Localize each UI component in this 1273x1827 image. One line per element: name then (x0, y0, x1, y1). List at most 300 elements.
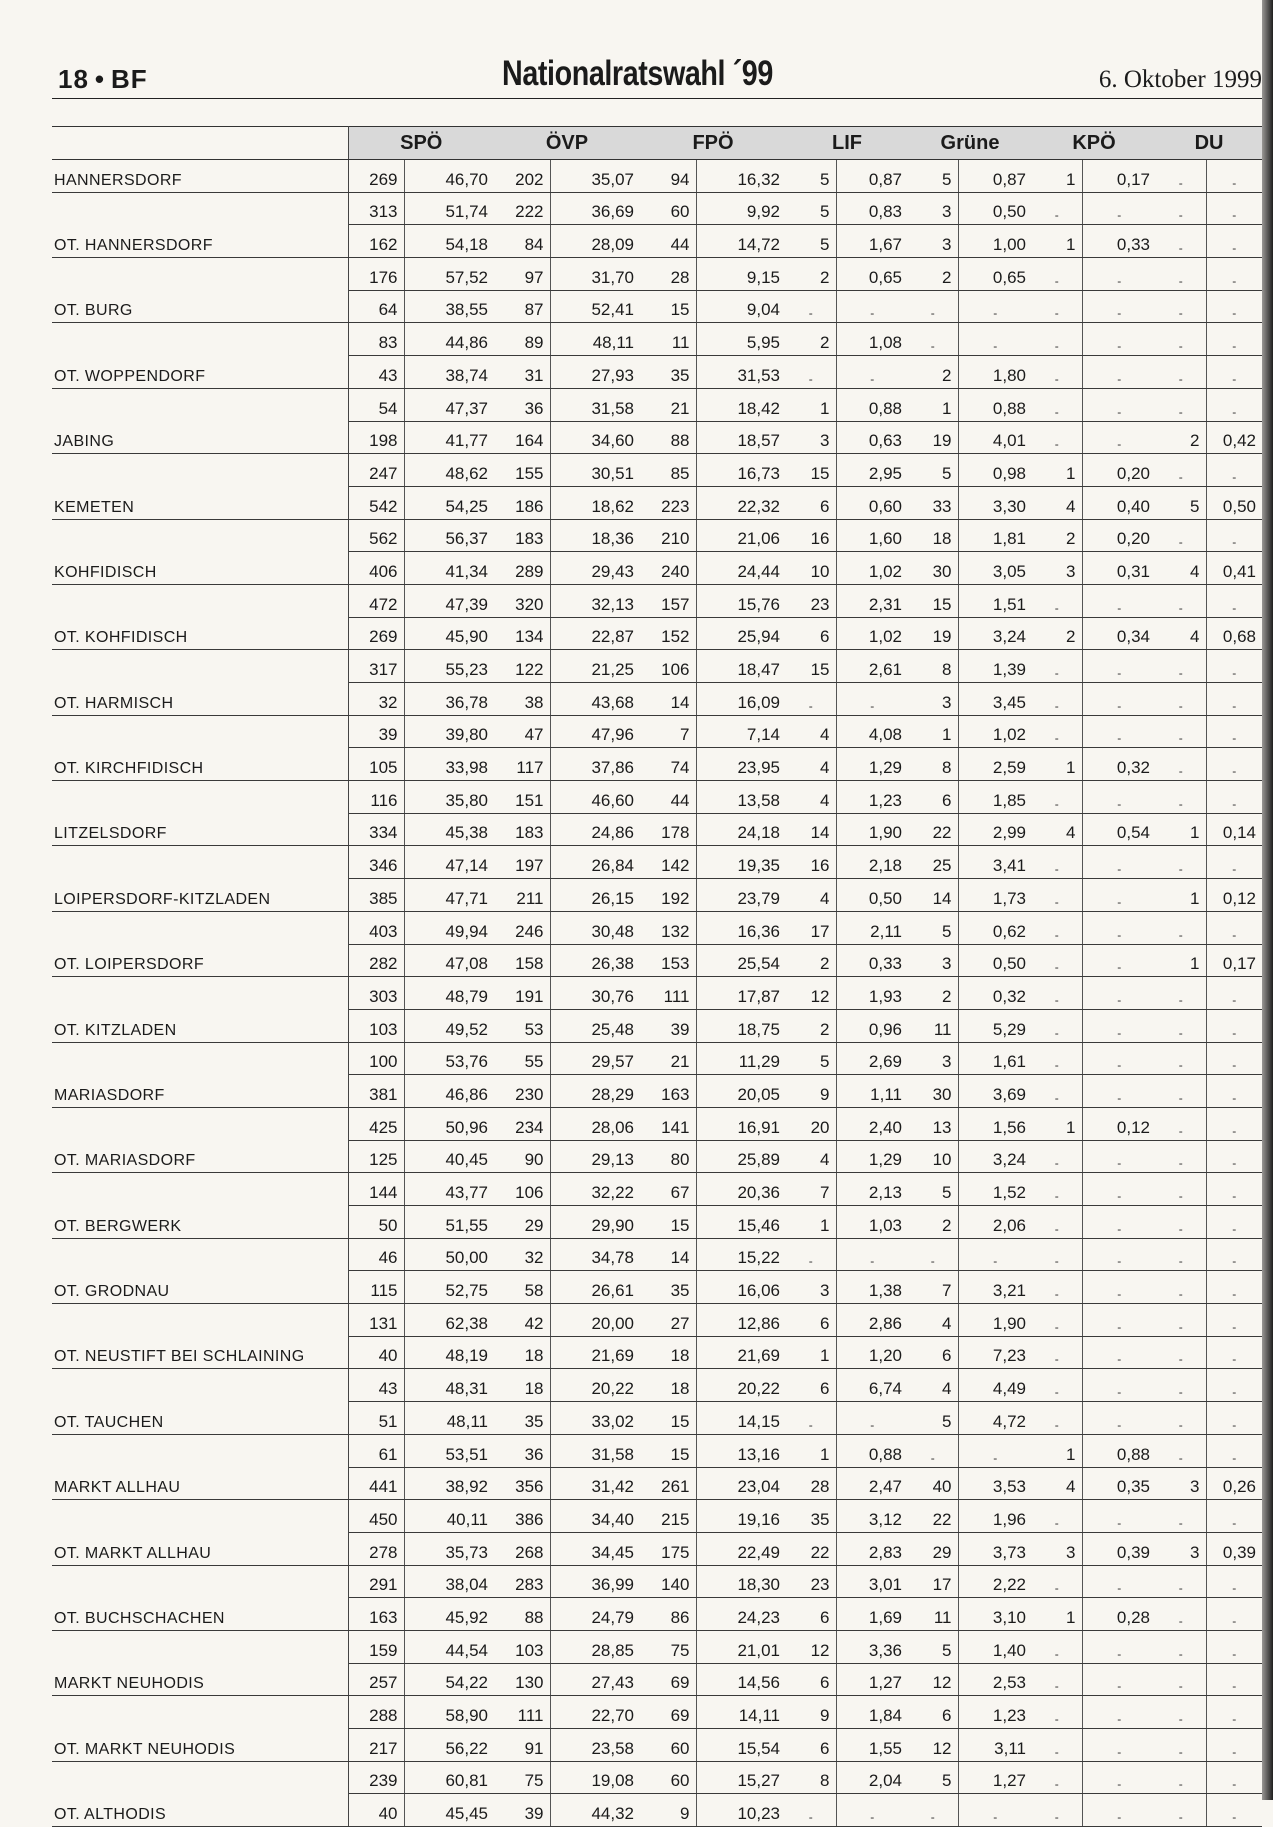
vote-count-cell: - (1156, 1238, 1206, 1271)
vote-percent-cell: 0,42 (1206, 421, 1262, 454)
vote-percent-cell: - (1206, 977, 1262, 1010)
vote-count-cell: - (1156, 1173, 1206, 1206)
vote-percent-cell: 49,52 (404, 1009, 494, 1042)
vote-percent-cell: - (1206, 715, 1262, 748)
table-row (52, 944, 1262, 977)
vote-percent-cell: 0,96 (836, 1009, 908, 1042)
vote-count-cell: 103 (348, 1009, 404, 1042)
municipality-name: OT. MARKT NEUHODIS (52, 1729, 348, 1762)
vote-percent-cell: 14,56 (696, 1663, 786, 1696)
vote-percent-cell: - (1082, 290, 1156, 323)
table-row (52, 650, 1262, 683)
vote-percent-cell: - (1206, 1107, 1262, 1140)
vote-count-cell: - (1032, 290, 1082, 323)
vote-count-cell: 44 (640, 781, 696, 814)
vote-count-cell: 87 (494, 290, 550, 323)
vote-count-cell: 425 (348, 1107, 404, 1140)
vote-percent-cell: 0,26 (1206, 1467, 1262, 1500)
vote-percent-cell: 0,17 (1082, 160, 1156, 193)
vote-count-cell: 21 (640, 388, 696, 421)
municipality-name (52, 258, 348, 291)
vote-percent-cell: 14,15 (696, 1402, 786, 1435)
vote-count-cell: 28 (640, 258, 696, 291)
vote-count-cell: 2 (908, 356, 958, 389)
vote-count-cell: 6 (786, 1663, 836, 1696)
vote-percent-cell: 48,19 (404, 1336, 494, 1369)
vote-count-cell: 164 (494, 421, 550, 454)
table-row (52, 192, 1262, 225)
vote-count-cell: 268 (494, 1532, 550, 1565)
vote-percent-cell: 2,59 (958, 748, 1032, 781)
vote-count-cell: - (1032, 1369, 1082, 1402)
vote-percent-cell: 36,99 (550, 1565, 640, 1598)
vote-percent-cell: - (1206, 160, 1262, 193)
vote-percent-cell: 3,41 (958, 846, 1032, 879)
vote-count-cell: 320 (494, 584, 550, 617)
page-number: 18 (58, 64, 89, 94)
vote-count-cell: 2 (1032, 519, 1082, 552)
vote-count-cell: 122 (494, 650, 550, 683)
vote-count-cell: 36 (494, 1434, 550, 1467)
vote-percent-cell: 21,69 (696, 1336, 786, 1369)
vote-percent-cell: 14,72 (696, 225, 786, 258)
vote-percent-cell: - (1082, 977, 1156, 1010)
municipality-name (52, 454, 348, 487)
vote-count-cell: 163 (640, 1075, 696, 1108)
vote-percent-cell: - (1206, 1565, 1262, 1598)
vote-count-cell: 2 (908, 977, 958, 1010)
vote-count-cell: 158 (494, 944, 550, 977)
vote-percent-cell: 1,27 (836, 1663, 908, 1696)
vote-count-cell: 142 (640, 846, 696, 879)
vote-percent-cell: 38,55 (404, 290, 494, 323)
issue-date: 6. Oktober 1999 (1098, 66, 1262, 93)
vote-count-cell: - (1156, 977, 1206, 1010)
vote-count-cell: 8 (908, 650, 958, 683)
vote-count-cell: - (1156, 683, 1206, 716)
vote-percent-cell: 22,49 (696, 1532, 786, 1565)
vote-count-cell: - (1032, 1402, 1082, 1435)
vote-count-cell: 86 (640, 1598, 696, 1631)
vote-percent-cell: 9,15 (696, 258, 786, 291)
vote-count-cell: 1 (786, 1206, 836, 1239)
vote-count-cell: 91 (494, 1729, 550, 1762)
vote-count-cell: 4 (1032, 813, 1082, 846)
vote-percent-cell: - (1082, 1729, 1156, 1762)
vote-percent-cell: 47,08 (404, 944, 494, 977)
vote-count-cell: 1 (786, 1336, 836, 1369)
vote-percent-cell: - (1082, 1206, 1156, 1239)
vote-percent-cell: - (1082, 911, 1156, 944)
vote-count-cell: 1 (786, 388, 836, 421)
vote-count-cell: - (1156, 1369, 1206, 1402)
vote-percent-cell: - (836, 1238, 908, 1271)
municipality-name (52, 650, 348, 683)
vote-percent-cell: 47,39 (404, 584, 494, 617)
municipality-name: OT. ALTHODIS (52, 1794, 348, 1827)
municipality-name: OT. NEUSTIFT BEI SCHLAINING (52, 1336, 348, 1369)
vote-count-cell: - (1032, 1500, 1082, 1533)
vote-count-cell: 4 (1156, 552, 1206, 585)
vote-count-cell: 83 (348, 323, 404, 356)
municipality-name: HANNERSDORF (52, 160, 348, 193)
vote-count-cell: 15 (786, 454, 836, 487)
vote-count-cell: 6 (786, 486, 836, 519)
table-row (52, 879, 1262, 912)
vote-percent-cell: 1,03 (836, 1206, 908, 1239)
table-row (52, 1140, 1262, 1173)
vote-count-cell: 17 (908, 1565, 958, 1598)
vote-percent-cell: 35,73 (404, 1532, 494, 1565)
municipality-name: KEMETEN (52, 486, 348, 519)
vote-percent-cell: 1,51 (958, 584, 1032, 617)
vote-count-cell: - (1032, 258, 1082, 291)
column-header-kpoe: KPÖ (1032, 127, 1156, 160)
vote-percent-cell: 31,70 (550, 258, 640, 291)
vote-count-cell: - (1156, 323, 1206, 356)
municipality-name (52, 781, 348, 814)
vote-count-cell: 4 (908, 1304, 958, 1337)
vote-percent-cell: - (958, 1434, 1032, 1467)
vote-percent-cell: 54,25 (404, 486, 494, 519)
vote-count-cell: 2 (908, 258, 958, 291)
vote-percent-cell: 38,04 (404, 1565, 494, 1598)
vote-percent-cell: - (836, 356, 908, 389)
vote-percent-cell: 51,55 (404, 1206, 494, 1239)
vote-count-cell: - (1156, 911, 1206, 944)
vote-percent-cell: 3,24 (958, 1140, 1032, 1173)
vote-count-cell: 131 (348, 1304, 404, 1337)
vote-percent-cell: 44,54 (404, 1630, 494, 1663)
vote-count-cell: 130 (494, 1663, 550, 1696)
vote-percent-cell: 11,29 (696, 1042, 786, 1075)
vote-percent-cell: 24,79 (550, 1598, 640, 1631)
municipality-name: OT. TAUCHEN (52, 1402, 348, 1435)
vote-count-cell: 30 (908, 1075, 958, 1108)
vote-percent-cell: 48,79 (404, 977, 494, 1010)
vote-percent-cell: - (836, 290, 908, 323)
vote-count-cell: 5 (908, 1761, 958, 1794)
vote-percent-cell: 24,86 (550, 813, 640, 846)
vote-count-cell: - (908, 323, 958, 356)
vote-percent-cell: - (1206, 519, 1262, 552)
vote-percent-cell: 18,62 (550, 486, 640, 519)
vote-count-cell: - (1156, 1500, 1206, 1533)
municipality-name (52, 323, 348, 356)
vote-percent-cell: 38,92 (404, 1467, 494, 1500)
vote-count-cell: - (1032, 846, 1082, 879)
vote-count-cell: 186 (494, 486, 550, 519)
vote-count-cell: 291 (348, 1565, 404, 1598)
vote-percent-cell: 1,84 (836, 1696, 908, 1729)
vote-percent-cell: 2,99 (958, 813, 1032, 846)
vote-percent-cell: 1,29 (836, 1140, 908, 1173)
vote-percent-cell: - (1206, 1009, 1262, 1042)
vote-count-cell: 3 (1156, 1467, 1206, 1500)
table-row (52, 1336, 1262, 1369)
table-row (52, 683, 1262, 716)
vote-percent-cell: 28,09 (550, 225, 640, 258)
vote-percent-cell: 3,30 (958, 486, 1032, 519)
vote-percent-cell: 0,14 (1206, 813, 1262, 846)
vote-count-cell: 4 (786, 715, 836, 748)
vote-percent-cell: 46,60 (550, 781, 640, 814)
vote-percent-cell: 0,60 (836, 486, 908, 519)
vote-percent-cell: 13,58 (696, 781, 786, 814)
vote-percent-cell: - (1082, 421, 1156, 454)
vote-count-cell: - (1032, 1761, 1082, 1794)
vote-count-cell: 132 (640, 911, 696, 944)
vote-count-cell: 22 (786, 1532, 836, 1565)
vote-count-cell: 141 (640, 1107, 696, 1140)
vote-count-cell: 21 (640, 1042, 696, 1075)
vote-count-cell: 5 (786, 225, 836, 258)
vote-percent-cell: 0,33 (1082, 225, 1156, 258)
vote-count-cell: - (1156, 1271, 1206, 1304)
vote-count-cell: 20 (786, 1107, 836, 1140)
vote-percent-cell: 0,50 (836, 879, 908, 912)
vote-percent-cell: - (1206, 1271, 1262, 1304)
vote-percent-cell: - (1206, 911, 1262, 944)
vote-percent-cell: 31,53 (696, 356, 786, 389)
vote-percent-cell: 19,16 (696, 1500, 786, 1533)
vote-count-cell: 6 (786, 617, 836, 650)
vote-count-cell: - (1032, 1794, 1082, 1827)
vote-count-cell: - (1032, 1663, 1082, 1696)
vote-count-cell: 3 (1156, 1532, 1206, 1565)
vote-count-cell: 1 (1032, 748, 1082, 781)
vote-count-cell: - (1156, 1729, 1206, 1762)
vote-count-cell: 111 (640, 977, 696, 1010)
municipality-name (52, 1500, 348, 1533)
vote-percent-cell: 28,06 (550, 1107, 640, 1140)
vote-count-cell: 10 (786, 552, 836, 585)
vote-count-cell: - (786, 1402, 836, 1435)
table-row (52, 1696, 1262, 1729)
vote-count-cell: 151 (494, 781, 550, 814)
vote-count-cell: - (1156, 160, 1206, 193)
vote-percent-cell: 7,14 (696, 715, 786, 748)
vote-percent-cell: 39,80 (404, 715, 494, 748)
vote-count-cell: 6 (908, 781, 958, 814)
vote-percent-cell: - (1206, 1173, 1262, 1206)
vote-count-cell: 19 (908, 421, 958, 454)
vote-percent-cell: 0,28 (1082, 1598, 1156, 1631)
vote-count-cell: 39 (640, 1009, 696, 1042)
header-blank-cell (52, 127, 348, 160)
municipality-name: LOIPERSDORF-KITZLADEN (52, 879, 348, 912)
vote-count-cell: 191 (494, 977, 550, 1010)
vote-percent-cell: 15,46 (696, 1206, 786, 1239)
vote-count-cell: 61 (348, 1434, 404, 1467)
vote-percent-cell: 1,85 (958, 781, 1032, 814)
vote-count-cell: 288 (348, 1696, 404, 1729)
vote-percent-cell: 23,58 (550, 1729, 640, 1762)
vote-percent-cell: - (1206, 1630, 1262, 1663)
vote-count-cell: 18 (494, 1369, 550, 1402)
vote-count-cell: 406 (348, 552, 404, 585)
table-row (52, 258, 1262, 291)
vote-percent-cell: 50,00 (404, 1238, 494, 1271)
vote-percent-cell: 3,73 (958, 1532, 1032, 1565)
table-row (52, 1075, 1262, 1108)
vote-count-cell: - (1156, 781, 1206, 814)
table-row (52, 617, 1262, 650)
vote-percent-cell: 0,33 (836, 944, 908, 977)
table-row (52, 1663, 1262, 1696)
vote-count-cell: 31 (494, 356, 550, 389)
vote-count-cell: - (1156, 454, 1206, 487)
table-row (52, 846, 1262, 879)
vote-count-cell: 38 (494, 683, 550, 716)
vote-count-cell: 46 (348, 1238, 404, 1271)
vote-percent-cell: 2,83 (836, 1532, 908, 1565)
vote-percent-cell: - (1082, 650, 1156, 683)
vote-percent-cell: 2,31 (836, 584, 908, 617)
vote-count-cell: - (1156, 1402, 1206, 1435)
vote-count-cell: 6 (786, 1598, 836, 1631)
vote-count-cell: 60 (640, 1761, 696, 1794)
vote-percent-cell: - (1206, 454, 1262, 487)
vote-percent-cell: 31,58 (550, 1434, 640, 1467)
vote-percent-cell: - (1082, 323, 1156, 356)
vote-percent-cell: 0,40 (1082, 486, 1156, 519)
vote-count-cell: 3 (786, 1271, 836, 1304)
vote-count-cell: 1 (1156, 813, 1206, 846)
vote-count-cell: - (786, 1794, 836, 1827)
table-row (52, 552, 1262, 585)
municipality-name: OT. HANNERSDORF (52, 225, 348, 258)
vote-percent-cell: - (1206, 1075, 1262, 1108)
table-header-row (52, 127, 1262, 160)
vote-count-cell: 6 (786, 1304, 836, 1337)
table-row (52, 1173, 1262, 1206)
vote-percent-cell: - (1082, 683, 1156, 716)
vote-percent-cell: 0,88 (958, 388, 1032, 421)
vote-percent-cell: 1,67 (836, 225, 908, 258)
vote-count-cell: 3 (1032, 552, 1082, 585)
vote-count-cell: - (1032, 1238, 1082, 1271)
municipality-name (52, 1173, 348, 1206)
vote-count-cell: - (1156, 1042, 1206, 1075)
vote-percent-cell: - (1082, 1238, 1156, 1271)
vote-percent-cell: 30,76 (550, 977, 640, 1010)
vote-count-cell: - (1156, 290, 1206, 323)
vote-count-cell: - (1032, 1140, 1082, 1173)
vote-count-cell: 2 (1032, 617, 1082, 650)
vote-count-cell: 60 (640, 1729, 696, 1762)
municipality-name (52, 977, 348, 1010)
vote-percent-cell: 49,94 (404, 911, 494, 944)
vote-count-cell: 4 (786, 781, 836, 814)
vote-count-cell: 381 (348, 1075, 404, 1108)
vote-count-cell: 16 (786, 846, 836, 879)
table-row (52, 1467, 1262, 1500)
vote-percent-cell: 53,51 (404, 1434, 494, 1467)
vote-count-cell: 32 (494, 1238, 550, 1271)
vote-count-cell: 115 (348, 1271, 404, 1304)
vote-percent-cell: 27,43 (550, 1663, 640, 1696)
vote-percent-cell: 24,23 (696, 1598, 786, 1631)
vote-percent-cell: - (1082, 1271, 1156, 1304)
vote-percent-cell: 0,32 (958, 977, 1032, 1010)
vote-percent-cell: 44,32 (550, 1794, 640, 1827)
vote-count-cell: - (1156, 1794, 1206, 1827)
vote-count-cell: 269 (348, 617, 404, 650)
vote-percent-cell: 0,65 (958, 258, 1032, 291)
vote-percent-cell: 6,74 (836, 1369, 908, 1402)
vote-count-cell: 5 (908, 1402, 958, 1435)
vote-count-cell: - (1156, 1107, 1206, 1140)
vote-count-cell: 75 (494, 1761, 550, 1794)
vote-count-cell: - (1156, 1336, 1206, 1369)
vote-count-cell: 5 (908, 911, 958, 944)
vote-percent-cell: 0,50 (958, 944, 1032, 977)
vote-count-cell: 6 (786, 1369, 836, 1402)
municipality-name: MARKT ALLHAU (52, 1467, 348, 1500)
municipality-name: OT. MARIASDORF (52, 1140, 348, 1173)
vote-percent-cell: 30,51 (550, 454, 640, 487)
vote-count-cell: - (1156, 1565, 1206, 1598)
table-row (52, 1009, 1262, 1042)
vote-count-cell: 313 (348, 192, 404, 225)
vote-percent-cell: 10,23 (696, 1794, 786, 1827)
vote-percent-cell: - (1082, 781, 1156, 814)
vote-count-cell: 202 (494, 160, 550, 193)
vote-percent-cell: 16,91 (696, 1107, 786, 1140)
table-row (52, 1761, 1262, 1794)
vote-percent-cell: 1,96 (958, 1500, 1032, 1533)
vote-count-cell: 47 (494, 715, 550, 748)
vote-percent-cell: 26,61 (550, 1271, 640, 1304)
vote-percent-cell: 46,70 (404, 160, 494, 193)
vote-count-cell: - (1032, 1729, 1082, 1762)
vote-count-cell: 14 (908, 879, 958, 912)
vote-percent-cell: 25,54 (696, 944, 786, 977)
vote-percent-cell: 26,38 (550, 944, 640, 977)
municipality-name: OT. HARMISCH (52, 683, 348, 716)
vote-percent-cell: 58,90 (404, 1696, 494, 1729)
vote-percent-cell: 0,34 (1082, 617, 1156, 650)
vote-count-cell: 27 (640, 1304, 696, 1337)
vote-percent-cell: 38,74 (404, 356, 494, 389)
vote-count-cell: 18 (908, 519, 958, 552)
page-number-block (58, 64, 148, 95)
vote-percent-cell: - (1082, 1794, 1156, 1827)
vote-percent-cell: 3,69 (958, 1075, 1032, 1108)
vote-percent-cell: - (1206, 781, 1262, 814)
municipality-name (52, 192, 348, 225)
vote-percent-cell: - (1206, 356, 1262, 389)
vote-count-cell: 5 (786, 192, 836, 225)
vote-count-cell: 472 (348, 584, 404, 617)
vote-count-cell: - (1156, 1075, 1206, 1108)
vote-percent-cell: 1,00 (958, 225, 1032, 258)
vote-count-cell: 159 (348, 1630, 404, 1663)
vote-count-cell: 239 (348, 1761, 404, 1794)
vote-percent-cell: 40,45 (404, 1140, 494, 1173)
vote-count-cell: - (1156, 225, 1206, 258)
vote-count-cell: 1 (1156, 944, 1206, 977)
vote-count-cell: 223 (640, 486, 696, 519)
vote-count-cell: 106 (640, 650, 696, 683)
table-row (52, 225, 1262, 258)
vote-percent-cell: - (1206, 323, 1262, 356)
vote-percent-cell: 2,47 (836, 1467, 908, 1500)
vote-count-cell: 176 (348, 258, 404, 291)
vote-percent-cell: 19,35 (696, 846, 786, 879)
vote-count-cell: 2 (908, 1206, 958, 1239)
